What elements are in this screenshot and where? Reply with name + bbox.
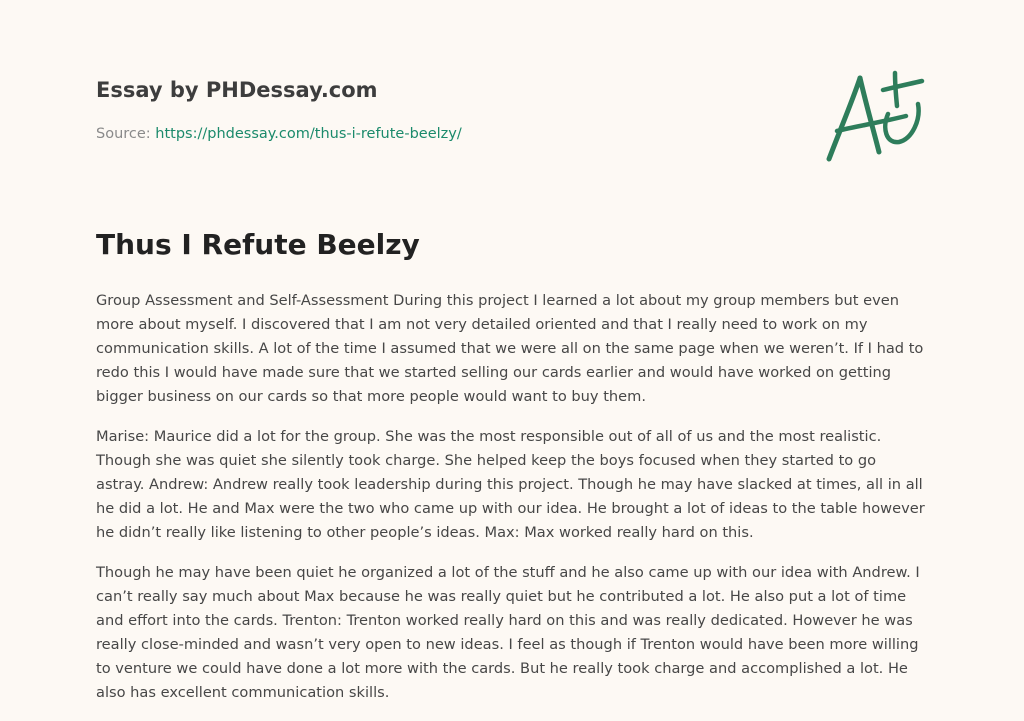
essay-title: Thus I Refute Beelzy	[96, 228, 420, 261]
source-link[interactable]: https://phdessay.com/thus-i-refute-beelzy/	[155, 126, 462, 142]
source-label: Source:	[96, 126, 156, 142]
source-line	[96, 124, 796, 144]
essay-paragraph: Though he may have been quiet he organized a lot of the stuff and he also came up with our idea with Andrew. I can’t really say much about Max because he was really quiet but he contributed a lot. He also put a lot of time and effort into the cards. Trenton: Trenton worked really hard on this and was really dedicated. However he was really close-minded and wasn’t very open to new ideas. I feel as though if Trenton would have been more willing to venture we could have done a lot more with the cards. But he really took charge and accomplished a lot. He also has excellent communication skills.	[96, 564, 920, 701]
page-header	[96, 76, 796, 144]
a-plus-grade-icon	[822, 68, 928, 164]
essay-paragraph: Marise: Maurice did a lot for the group. She was the most responsible out of all of us and the most realistic. Though she was quiet she silently took charge. She helped keep the boys focused when they started to go astray. Andrew: Andrew really took leadership during this project. Though he may have slacked at times, all in all he did a lot. He and Max were the two who came up with our idea. He brought a lot of ideas to the table however he didn’t really like listening to other people’s ideas. Max: Max worked really hard on this.	[96, 428, 925, 541]
essay-paragraph: Group Assessment and Self-Assessment During this project I learned a lot about my group members but even more about myself. I discovered that I am not very detailed oriented and that I really need to work on my communication skills. A lot of the time I assumed that we were all on the same page when we weren’t. If I had to redo this I would have made sure that we started selling our cards earlier and would have worked on getting bigger business on our cards so that more people would want to buy them.	[96, 292, 924, 405]
essay-content	[96, 227, 928, 721]
site-title: Essay by PHDessay.com	[96, 78, 378, 102]
